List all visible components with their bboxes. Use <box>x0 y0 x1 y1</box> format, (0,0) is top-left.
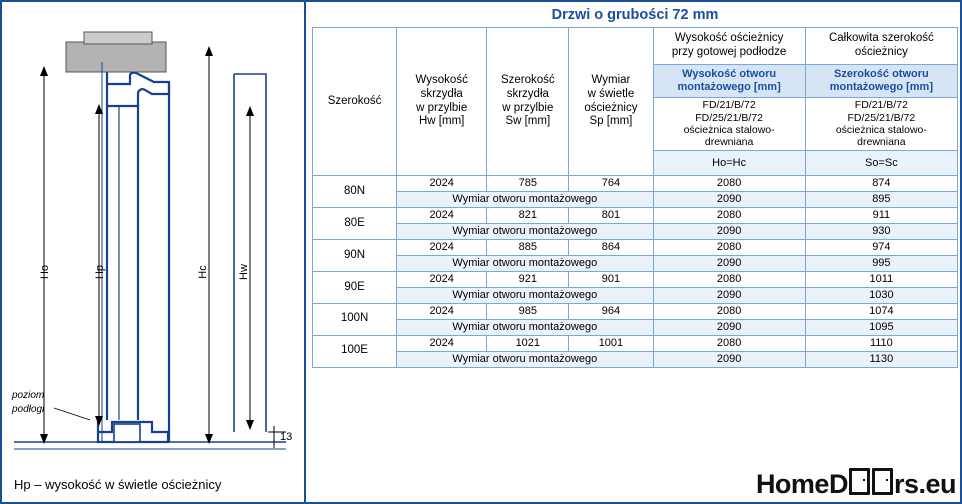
cell-montaz-so: 1130 <box>805 351 957 367</box>
dim-label-hp: Hp <box>94 264 106 280</box>
cell-montaz-ho: 2090 <box>653 191 805 207</box>
cell-sw: 985 <box>487 303 569 319</box>
dim-label-ho: Ho <box>39 264 51 280</box>
header-szer-skrzydla-l2: skrzydła <box>506 87 549 100</box>
header-sub-right-l4: drewniana <box>857 136 906 149</box>
table-row-montaz <box>313 255 958 271</box>
cell-ho: 2080 <box>653 176 805 192</box>
cell-montaz-so: 1030 <box>805 287 957 303</box>
cell-so: 1110 <box>805 335 957 351</box>
cell-ho: 2080 <box>653 207 805 223</box>
cell-sp: 1001 <box>569 335 653 351</box>
header-sub-left-l2: FD/25/21/B/72 <box>695 111 763 124</box>
header-sub-right-l3: ościeżnica stalowo- <box>835 124 927 136</box>
cell-montaz-ho: 2090 <box>653 223 805 239</box>
header-szer-skrzydla-l3: w przylbie <box>502 101 554 114</box>
header-wys-skrzydla-l3: w przylbie <box>416 101 468 114</box>
row-size: 80N <box>313 176 397 208</box>
cell-ho: 2080 <box>653 239 805 255</box>
cell-hw: 2024 <box>397 303 487 319</box>
cell-montaz-label: Wymiar otworu montażowego <box>397 287 653 303</box>
header-row-1 <box>313 28 958 65</box>
cell-sw: 785 <box>487 176 569 192</box>
frame-head-block <box>66 42 166 72</box>
cell-sw: 921 <box>487 271 569 287</box>
table-row-montaz <box>313 287 958 303</box>
row-size: 90N <box>313 239 397 271</box>
floor-level-label-2: podłogi <box>12 404 45 415</box>
cell-sp: 764 <box>569 176 653 192</box>
table-row-montaz <box>313 191 958 207</box>
cell-hw: 2024 <box>397 335 487 351</box>
header-szerokosc: Szerokość <box>313 28 397 176</box>
head-profile <box>107 72 169 106</box>
cell-sp: 864 <box>569 239 653 255</box>
cell-so: 911 <box>805 207 957 223</box>
header-sub-right <box>805 98 957 151</box>
dim-label-hc: Hc <box>197 265 209 279</box>
header-eq-right: So=Sc <box>805 151 957 176</box>
cell-montaz-ho: 2090 <box>653 351 805 367</box>
row-size: 90E <box>313 271 397 303</box>
frame-head-top <box>84 32 152 44</box>
table-row <box>313 176 958 192</box>
header-calk-szer-l1: Całkowita szerokość <box>828 32 934 45</box>
table-row <box>313 271 958 287</box>
header-wymiar-swietle-l1: Wymiar <box>591 74 631 87</box>
header-sub-left-l1: FD/21/B/72 <box>702 99 756 112</box>
dim-hc-arrow-top <box>205 46 213 56</box>
cell-montaz-ho: 2090 <box>653 255 805 271</box>
watermark-prefix: HomeD <box>755 469 848 499</box>
header-blue-right-l2: montażowego [mm] <box>829 81 933 93</box>
cell-sp: 801 <box>569 207 653 223</box>
header-sub-left-l3: ościeżnica stalowo- <box>683 124 775 136</box>
cell-sp: 901 <box>569 271 653 287</box>
header-blue-left <box>653 65 805 98</box>
dim-label-13: 13 <box>280 431 293 443</box>
header-blue-right-l1: Szerokość otworu <box>833 68 929 81</box>
header-wys-osciez <box>653 28 805 65</box>
header-szer-skrzydla-l1: Szerokość <box>500 74 555 87</box>
cell-montaz-so: 895 <box>805 191 957 207</box>
cell-montaz-ho: 2090 <box>653 287 805 303</box>
cell-so: 1074 <box>805 303 957 319</box>
door-icon <box>872 468 893 495</box>
dim-label-hw: Hw <box>238 264 250 280</box>
cell-so: 874 <box>805 176 957 192</box>
cell-montaz-so: 930 <box>805 223 957 239</box>
cell-so: 1011 <box>805 271 957 287</box>
table-row <box>313 303 958 319</box>
threshold-insert <box>114 424 140 442</box>
header-sub-left-l4: drewniana <box>704 136 754 149</box>
header-sub-right-l2: FD/25/21/B/72 <box>847 111 916 124</box>
dimensions-table <box>312 27 958 368</box>
header-wys-osciez-l2: przy gotowej podłodze <box>671 46 787 58</box>
door-icon <box>849 468 870 495</box>
header-wys-skrzydla <box>397 28 487 176</box>
floor-level-leader <box>54 408 90 420</box>
cell-so: 974 <box>805 239 957 255</box>
header-sub-left <box>653 98 805 151</box>
table-row-montaz <box>313 223 958 239</box>
header-eq-left: Ho=Hc <box>653 151 805 176</box>
table-row <box>313 239 958 255</box>
page-title: Drzwi o grubości 72 mm <box>551 7 719 23</box>
table-row-montaz <box>313 351 958 367</box>
dim-ho-arrow-top <box>40 66 48 76</box>
row-size: 100N <box>313 303 397 335</box>
cell-sw: 821 <box>487 207 569 223</box>
cell-ho: 2080 <box>653 271 805 287</box>
table-row <box>313 207 958 223</box>
cell-montaz-label: Wymiar otworu montażowego <box>397 191 653 207</box>
dim-hw-arrow-top <box>246 106 254 116</box>
header-wymiar-swietle-l2: w świetle <box>587 87 635 100</box>
row-size: 80E <box>313 207 397 239</box>
cell-hw: 2024 <box>397 271 487 287</box>
header-blue-right <box>805 65 957 98</box>
cell-sw: 1021 <box>487 335 569 351</box>
cell-montaz-label: Wymiar otworu montażowego <box>397 319 653 335</box>
header-wys-skrzydla-l2: skrzydła <box>420 87 463 100</box>
cell-montaz-label: Wymiar otworu montażowego <box>397 223 653 239</box>
header-wymiar-swietle-l3: ościeżnicy <box>584 101 638 114</box>
header-blue-left-l1: Wysokość otworu <box>682 68 777 81</box>
cell-montaz-ho: 2090 <box>653 319 805 335</box>
header-sub-right-l1: FD/21/B/72 <box>854 99 908 112</box>
header-wys-skrzydla-l4: Hw [mm] <box>419 115 465 128</box>
header-szer-skrzydla <box>487 28 569 176</box>
cell-hw: 2024 <box>397 176 487 192</box>
header-wys-skrzydla-l1: Wysokość <box>415 74 468 87</box>
cell-montaz-label: Wymiar otworu montażowego <box>397 351 653 367</box>
header-calk-szer-l2: ościeżnicy <box>854 46 908 58</box>
table-panel <box>308 2 962 502</box>
cell-ho: 2080 <box>653 303 805 319</box>
header-wymiar-swietle <box>569 28 653 176</box>
header-calk-szer <box>805 28 957 65</box>
dim-hw-arrow-bottom <box>246 420 254 430</box>
table-row <box>313 335 958 351</box>
table-row-montaz <box>313 319 958 335</box>
watermark-logo <box>756 468 956 500</box>
cell-sw: 885 <box>487 239 569 255</box>
header-wys-osciez-l1: Wysokość ościeżnicy <box>674 32 784 45</box>
diagram-caption: Hp – wysokość w świetle ościeżnicy <box>14 477 222 492</box>
cell-sp: 964 <box>569 303 653 319</box>
door-section-diagram <box>2 2 306 502</box>
cell-ho: 2080 <box>653 335 805 351</box>
cell-hw: 2024 <box>397 239 487 255</box>
header-szer-skrzydla-l4: Sw [mm] <box>505 115 551 128</box>
cell-montaz-so: 1095 <box>805 319 957 335</box>
watermark-suffix: rs.eu <box>893 469 956 499</box>
row-size: 100E <box>313 335 397 367</box>
header-blue-left-l2: montażowego [mm] <box>677 81 781 93</box>
cell-montaz-label: Wymiar otworu montażowego <box>397 255 653 271</box>
floor-level-label-1: poziom <box>12 390 45 401</box>
cell-montaz-so: 995 <box>805 255 957 271</box>
header-wymiar-swietle-l4: Sp [mm] <box>589 115 633 128</box>
diagram-svg <box>2 2 304 502</box>
cell-hw: 2024 <box>397 207 487 223</box>
